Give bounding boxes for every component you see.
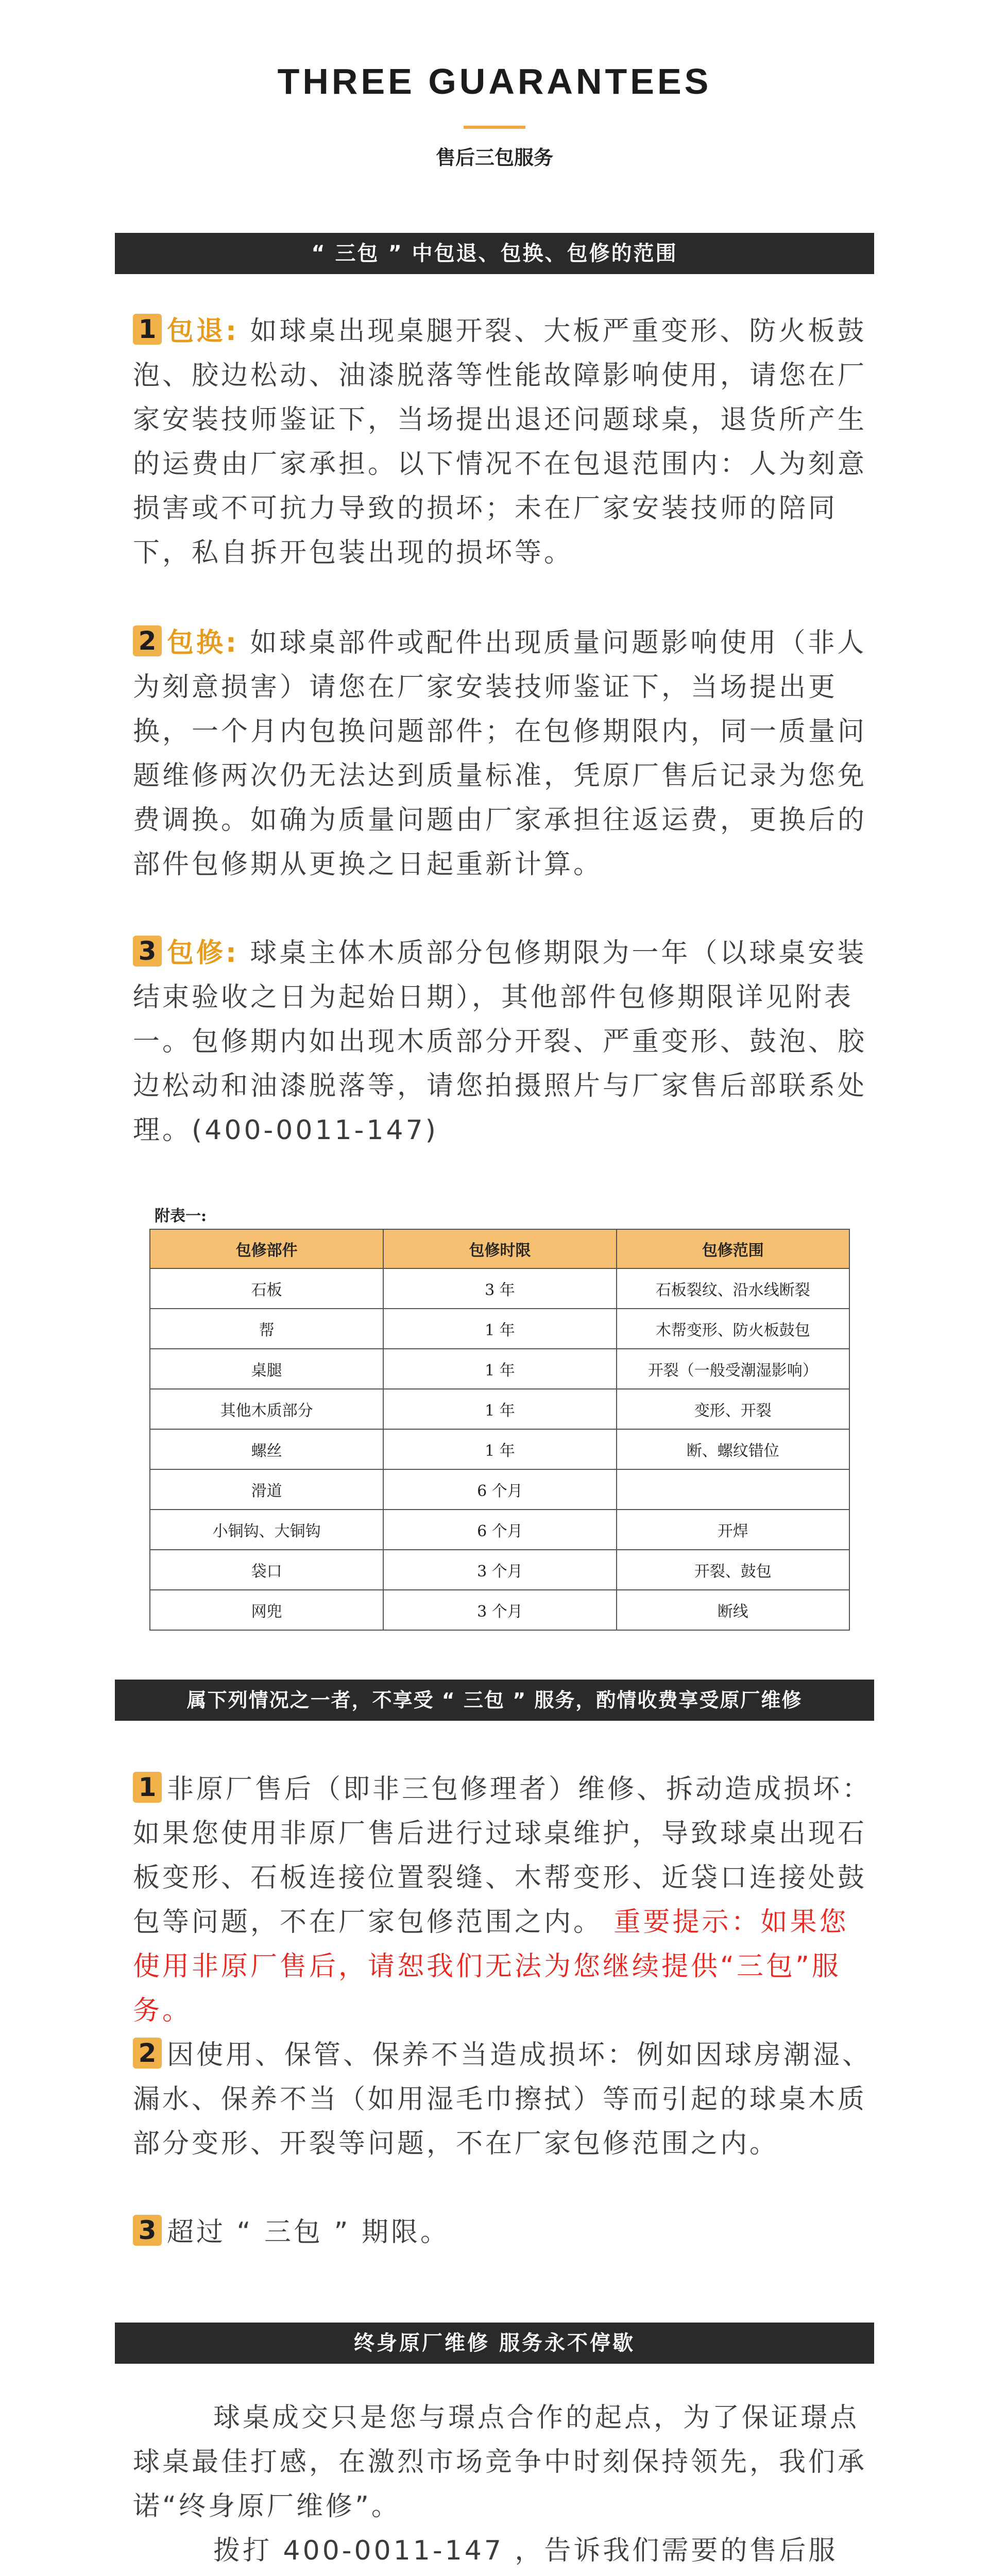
item-text: 如球桌部件或配件出现质量问题影响使用（非人为刻意损害）请您在厂家安装技师鉴证下，当场提出更换，一个月内包换问题部件；在包修期限内，同一质量问题维修两次仍无法达到质量标准，凭原厂售后记录为您免费调换。如确为质量问题由厂家承担往返运费，更换后的部件包修期从更换之日起重新计算。 [133,628,867,880]
column-header: 包修时限 [383,1229,616,1268]
table-cell: 开焊 [617,1510,849,1550]
table-row [150,1510,849,1550]
table-cell: 桌腿 [150,1349,383,1389]
number-badge: 1 [133,1772,162,1803]
table-row [150,1469,849,1510]
page-title: THREE GUARANTEES [277,61,712,101]
column-header: 包修部件 [150,1229,383,1268]
item-text: 球桌主体木质部分包修期限为一年（以球桌安装结束验收之日为起始日期），其他部件包修期限详见附表一。包修期内如出现木质部分开裂、严重变形、鼓泡、胶边松动和油漆脱落等，请您拍摄照片与厂家售后部联系处理。(400-0011-147) [133,938,867,1146]
table-cell: 袋口 [150,1550,383,1590]
table-cell: 6 个月 [383,1510,616,1550]
item-text: 超过 “ 三包 ” 期限。 [167,2217,450,2248]
table-cell: 螺丝 [150,1429,383,1469]
item-keyword: 包换: [167,628,239,658]
exclusion-item-3 [133,2210,875,2255]
section-heading-lifetime: 终身原厂维修 服务永不停歇 [115,2323,874,2364]
table-row [150,1349,849,1389]
table-cell: 3 个月 [383,1550,616,1590]
table-row [150,1268,849,1309]
important-notice: 重要提示：如果您使用非原厂售后，请恕我们无法为您继续提供“三包”服务。 [133,1907,849,2026]
table-cell: 6 个月 [383,1469,616,1510]
table-cell: 1 年 [383,1309,616,1349]
table-cell: 开裂、鼓包 [617,1550,849,1590]
table-cell: 木帮变形、防火板鼓包 [617,1309,849,1349]
exclusion-item-2 [133,2033,875,2166]
table-row [150,1389,849,1429]
table-header-row [150,1229,849,1268]
number-badge: 3 [133,2215,162,2246]
table-caption: 附表一: [155,1207,207,1225]
item-keyword: 包修: [167,938,239,969]
item-repair [133,931,875,1153]
table-row [150,1550,849,1590]
number-badge: 2 [133,625,162,656]
number-badge: 2 [133,2038,162,2069]
section-heading-scope: “ 三包 ” 中包退、包换、包修的范围 [115,233,874,274]
table-cell: 1 年 [383,1429,616,1469]
number-badge: 1 [133,314,162,345]
item-text: 因使用、保管、保养不当造成损坏：例如因球房潮湿、漏水、保养不当（如用湿毛巾擦拭）等而引起的球桌木质部分变形、开裂等问题，不在厂家包修范围之内。 [133,2040,872,2159]
item-return [133,309,875,575]
table-cell: 帮 [150,1309,383,1349]
table-row [150,1309,849,1349]
table-row [150,1590,849,1630]
table-cell [617,1469,849,1510]
title-divider [464,126,525,129]
table-cell: 1 年 [383,1349,616,1389]
table-cell: 3 个月 [383,1590,616,1630]
table-cell: 网兜 [150,1590,383,1630]
table-cell: 石板 [150,1268,383,1309]
page-subtitle: 售后三包服务 [435,146,553,169]
table-cell: 断、螺纹错位 [617,1429,849,1469]
exclusion-item-1 [133,1767,875,2033]
lifetime-paragraph: 球桌成交只是您与璟点合作的起点，为了保证璟点球桌最佳打感，在激烈市场竞争中时刻保持领先，我们承诺“终身原厂维修”。 [133,2402,867,2522]
item-text: 非原厂售后（即非三包修理者）维修、拆动造成损坏：如果您使用非原厂售后进行过球桌维护，导致球桌出现石板变形、石板连接位置裂缝、木帮变形、近袋口连接处鼓包等问题，不在厂家包修范围之内。 [133,1774,872,1938]
column-header: 包修范围 [617,1229,849,1268]
table-cell: 滑道 [150,1469,383,1510]
table-cell: 1 年 [383,1389,616,1429]
warranty-table [149,1229,850,1631]
table-cell: 其他木质部分 [150,1389,383,1429]
table-cell: 变形、开裂 [617,1389,849,1429]
item-keyword: 包退: [167,316,239,347]
table-cell: 开裂（一般受潮湿影响） [617,1349,849,1389]
number-badge: 3 [133,936,162,967]
table-cell: 小铜钩、大铜钩 [150,1510,383,1550]
section-heading-exclusions: 属下列情况之一者，不享受 “ 三包 ” 服务，酌情收费享受原厂维修 [115,1680,874,1721]
hotline-paragraph: 拨打 400-0011-147 ，告诉我们需要的售后服 [213,2535,838,2566]
item-text: 如球桌出现桌腿开裂、大板严重变形、防火板鼓泡、胶边松动、油漆脱落等性能故障影响使用，请您在厂家安装技师鉴证下，当场提出退还问题球桌，退货所产生的运费由厂家承担。以下情况不在包退范围内：人为刻意损害或不可抗力导致的损坏；未在厂家安装技师的陪同下，私自拆开包装出现的损坏等。 [133,316,867,568]
table-cell: 3 年 [383,1268,616,1309]
table-row [150,1429,849,1469]
item-exchange [133,621,875,887]
table-cell: 石板裂纹、沿水线断裂 [617,1268,849,1309]
table-cell: 断线 [617,1590,849,1630]
